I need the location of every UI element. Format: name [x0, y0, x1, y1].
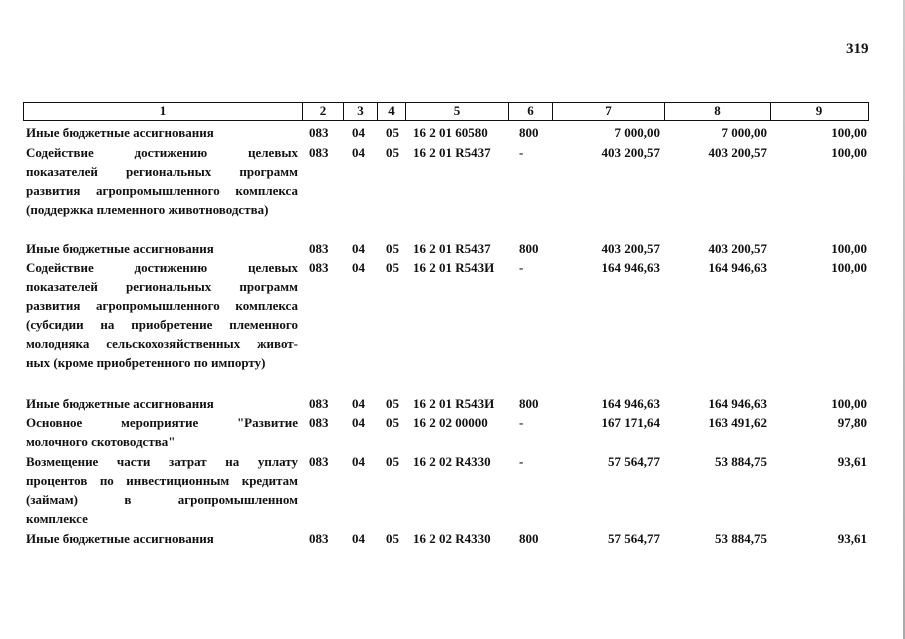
cell-c8: 164 946,63 [708, 260, 767, 275]
cell-c8: 164 946,63 [708, 396, 767, 411]
cell-c5: 16 2 02 R4330 [413, 531, 491, 546]
description-line: Основное мероприятие "Развитие [26, 415, 298, 430]
cell-c9: 100,00 [831, 145, 867, 160]
cell-c4: 05 [386, 241, 399, 256]
cell-c9: 100,00 [831, 241, 867, 256]
cell-c3: 04 [352, 396, 365, 411]
page-number: 319 [846, 41, 869, 57]
cell-c7: 403 200,57 [601, 241, 660, 256]
description-line: ных (кроме приобретенного по импорту) [26, 355, 266, 370]
row-description [26, 529, 298, 548]
header-col-2: 2 [302, 103, 343, 120]
cell-c3: 04 [352, 241, 365, 256]
table-header [23, 102, 869, 121]
description-line: (поддержка племенного животноводства) [26, 202, 269, 217]
cell-c9: 97,80 [837, 415, 867, 430]
cell-c8: 403 200,57 [708, 241, 767, 256]
cell-c6: - [519, 454, 524, 469]
cell-c6: - [519, 415, 524, 430]
cell-c5: 16 2 01 R543И [413, 396, 495, 411]
cell-c8: 7 000,00 [721, 125, 767, 140]
header-col-9: 9 [770, 103, 867, 120]
description-line: молочного скотоводства" [26, 434, 176, 449]
cell-c6: 800 [519, 125, 539, 140]
cell-c4: 05 [386, 260, 399, 275]
row-description [26, 258, 298, 372]
description-line: Содействие достижению целевых [26, 145, 298, 160]
cell-c8: 163 491,62 [708, 415, 767, 430]
description-line: молодняка сельскохозяйственных живот- [26, 336, 298, 351]
cell-c9: 93,61 [837, 454, 867, 469]
cell-c4: 05 [386, 454, 399, 469]
cell-c2: 083 [309, 241, 329, 256]
cell-c6: 800 [519, 241, 539, 256]
cell-c6: 800 [519, 396, 539, 411]
cell-c5: 16 2 01 R5437 [413, 145, 491, 160]
header-col-5: 5 [405, 103, 508, 120]
cell-c5: 16 2 02 00000 [413, 415, 488, 430]
description-line: Содействие достижению целевых [26, 260, 298, 275]
cell-c5: 16 2 01 R543И [413, 260, 495, 275]
cell-c2: 083 [309, 125, 329, 140]
cell-c9: 100,00 [831, 260, 867, 275]
cell-c4: 05 [386, 531, 399, 546]
row-description [26, 394, 298, 413]
cell-c5: 16 2 02 R4330 [413, 454, 491, 469]
description-line: Возмещение части затрат на уплату [26, 454, 298, 469]
cell-c6: - [519, 260, 524, 275]
row-description [26, 239, 298, 258]
cell-c4: 05 [386, 396, 399, 411]
cell-c7: 167 171,64 [601, 415, 660, 430]
cell-c6: - [519, 145, 524, 160]
cell-c7: 164 946,63 [601, 396, 660, 411]
header-col-4: 4 [377, 103, 405, 120]
cell-c7: 7 000,00 [614, 125, 660, 140]
cell-c7: 403 200,57 [601, 145, 660, 160]
cell-c6: 800 [519, 531, 539, 546]
cell-c9: 100,00 [831, 396, 867, 411]
cell-c3: 04 [352, 260, 365, 275]
cell-c3: 04 [352, 125, 365, 140]
description-line: (субсидии на приобретение племенного [26, 317, 298, 332]
cell-c8: 53 884,75 [715, 454, 767, 469]
row-description [26, 143, 298, 219]
cell-c2: 083 [309, 260, 329, 275]
cell-c3: 04 [352, 531, 365, 546]
description-line: развития агропромышленного комплекса [26, 183, 298, 198]
cell-c8: 53 884,75 [715, 531, 767, 546]
header-col-6: 6 [508, 103, 552, 120]
description-line: развития агропромышленного комплекса [26, 298, 298, 313]
cell-c3: 04 [352, 415, 365, 430]
cell-c8: 403 200,57 [708, 145, 767, 160]
header-col-1: 1 [159, 103, 167, 118]
cell-c4: 05 [386, 125, 399, 140]
cell-c9: 100,00 [831, 125, 867, 140]
row-description [26, 413, 298, 451]
cell-c7: 57 564,77 [608, 531, 660, 546]
row-description [26, 452, 298, 528]
cell-c7: 164 946,63 [601, 260, 660, 275]
description-line: Иные бюджетные ассигнования [26, 396, 214, 411]
cell-c2: 083 [309, 531, 329, 546]
description-line: (займам) в агропромышленном [26, 492, 298, 507]
cell-c4: 05 [386, 415, 399, 430]
cell-c2: 083 [309, 396, 329, 411]
cell-c9: 93,61 [837, 531, 867, 546]
header-col-8: 8 [664, 103, 770, 120]
description-line: комплексе [26, 511, 88, 526]
description-line: Иные бюджетные ассигнования [26, 125, 214, 140]
header-col-3: 3 [343, 103, 377, 120]
header-col-7: 7 [552, 103, 664, 120]
cell-c3: 04 [352, 145, 365, 160]
cell-c3: 04 [352, 454, 365, 469]
description-line: Иные бюджетные ассигнования [26, 241, 214, 256]
cell-c2: 083 [309, 145, 329, 160]
cell-c5: 16 2 01 60580 [413, 125, 488, 140]
cell-c7: 57 564,77 [608, 454, 660, 469]
cell-c4: 05 [386, 145, 399, 160]
cell-c5: 16 2 01 R5437 [413, 241, 491, 256]
cell-c2: 083 [309, 454, 329, 469]
description-line: показателей региональных программ [26, 279, 298, 294]
row-description [26, 123, 298, 142]
cell-c2: 083 [309, 415, 329, 430]
description-line: Иные бюджетные ассигнования [26, 531, 214, 546]
description-line: процентов по инвестиционным кредитам [26, 473, 298, 488]
description-line: показателей региональных программ [26, 164, 298, 179]
